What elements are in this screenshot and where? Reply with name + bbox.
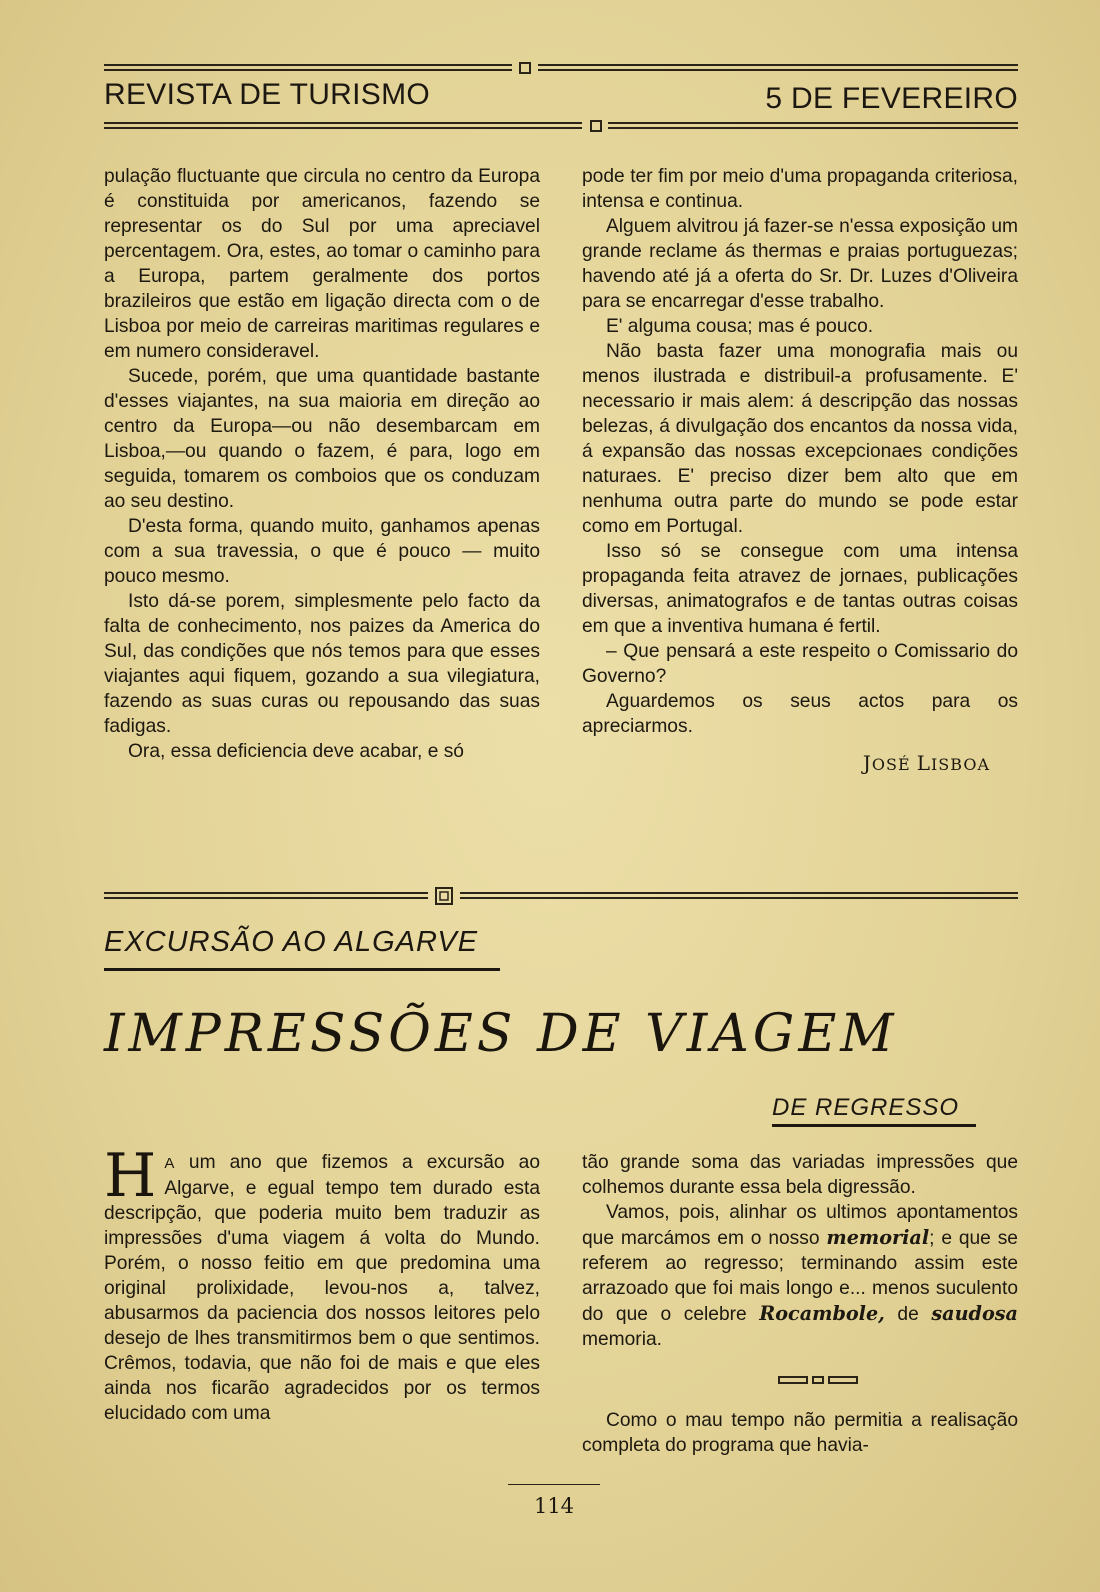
header-publication-title: REVISTA DE TURISMO <box>104 78 431 111</box>
article-paragraph: E' alguma cousa; mas é pouco. <box>606 316 874 337</box>
article-paragraph: tão grande soma das variadas impressões que colhemos durante essa bela digressão. <box>582 1152 1018 1198</box>
header-top-rule-left <box>104 64 512 71</box>
article-right-column <box>582 164 1018 777</box>
subtitle: DE REGRESSO <box>772 1094 960 1121</box>
italic-saudosa: saudosa <box>931 1302 1018 1325</box>
header-ornament-top <box>519 62 531 74</box>
excursion-right-column <box>582 1150 1018 1352</box>
author-signature: JOSÉ LISBOA <box>862 751 990 775</box>
article-paragraph: Como o mau tempo não permitia a realisação completa do programa que havia- <box>582 1410 1018 1456</box>
excursion-left-column <box>104 1141 540 1426</box>
paragraph-ornament <box>778 1376 858 1384</box>
article-paragraph: D'esta forma, quando muito, ganhamos apenas com a sua travessia, o que é pouco — muito pouco mesmo. <box>104 516 540 587</box>
article-paragraph: Alguem alvitrou já fazer-se n'essa exposição um grande reclame ás thermas e praias portuguezas; havendo até já a oferta do Sr. Dr. Luzes d'Oliveira para se encarregar d'esse trabalho. <box>582 216 1018 312</box>
article-paragraph: pulação fluctuante que circula no centro da Europa é constituida por americanos, fazendo se representar os do Sul por uma apreciavel percentagem. Ora, estes, ao tomar o caminho para a Europa, partem geralmente dos portos brazileiros que estão em ligação directa com o de Lisboa por meio de carreiras maritimas regulares e em numero consideravel. <box>104 166 540 362</box>
page-number-rule <box>508 1484 600 1485</box>
italic-rocambole: Rocambole, <box>759 1302 885 1325</box>
excursion-opening-paragraph: H A um ano que fizemos a excursão ao Algarve, e egual tempo tem durado esta descripção, que poderia muito bem traduzir as impressões d'uma viagem á volta do Mundo. Porém, o nosso feitio em que predomina uma original prolixidade, levou-nos a, talvez, abusarmos da paciencia dos nossos leitores pelo desejo de lhes transmitirmos bem o que sentimos. Crêmos, todavia, que não foi de mais e que eles ainda nos ficarão agradecidos por os termos elucidado com uma <box>104 1141 540 1424</box>
article-paragraph: – Que pensará a este respeito o Comissario do Governo? <box>582 641 1018 687</box>
article-paragraph: Vamos, pois, alinhar os ultimos apontamentos que marcámos em o nosso memorial; e que se referem ao regresso; terminando assim este arrazoado que foi mais longo e... menos suculento do que o celebre Rocambole, de saudosa memoria. <box>582 1202 1018 1350</box>
article-paragraph: pode ter fim por meio d'uma propaganda criteriosa, intensa e continua. <box>582 166 1018 212</box>
excursion-right-column-continued <box>582 1408 1018 1458</box>
section-divider-left <box>104 892 428 899</box>
header-top-rule-right <box>538 64 1018 71</box>
italic-memorial: memorial <box>826 1226 930 1249</box>
article-paragraph: Aguardemos os seus actos para os apreciarmos. <box>582 691 1018 737</box>
drop-cap: H <box>104 1141 157 1211</box>
section-title: EXCURSÃO AO ALGARVE <box>104 926 479 958</box>
header-bottom-rule-left <box>104 122 582 129</box>
header-ornament-bottom <box>590 120 602 132</box>
section-title-underline <box>104 968 500 971</box>
section-divider-right <box>460 892 1018 899</box>
article-paragraph: Isso só se consegue com uma intensa propaganda feita atravez de jornaes, publicações diversas, animatografos e de tantas outras coisas em que a inventiva humana é fertil. <box>582 541 1018 637</box>
main-title: IMPRESSÕES DE VIAGEM <box>104 1004 898 1064</box>
section-divider-ornament <box>434 886 454 906</box>
header-date: 5 DE FEVEREIRO <box>765 82 1018 115</box>
header-bottom-rule-right <box>608 122 1018 129</box>
subtitle-underline <box>772 1124 976 1127</box>
article-left-column <box>104 164 540 764</box>
page-number: 114 <box>533 1494 575 1518</box>
article-paragraph: Ora, essa deficiencia deve acabar, e só <box>128 741 464 762</box>
article-paragraph: Não basta fazer uma monografia mais ou menos ilustrada e distribuil-a profusamente. E' necessario ir mais alem: á descripção das nossas belezas, á divulgação dos encantos da nossa vida, á expansão das nossas excepcionaes condições naturaes. E' preciso dizer bem alto que em nenhuma outra parte do mundo se pode estar como em Portugal. <box>582 341 1018 537</box>
article-paragraph: Sucede, porém, que uma quantidade bastante d'esses viajantes, na sua maioria em direção ao centro da Europa—ou não desembarcam em Lisboa,—ou quando o fazem, é para, logo em seguida, tomarem os comboios que os conduzam ao seu destino. <box>104 366 540 512</box>
article-paragraph: Isto dá-se porem, simplesmente pelo facto da falta de conhecimento, nos paizes da America do Sul, das condições que nós temos para que esses viajantes aqui fiquem, gozando a sua vilegiatura, fazendo as suas curas ou repousando das suas fadigas. <box>104 591 540 737</box>
